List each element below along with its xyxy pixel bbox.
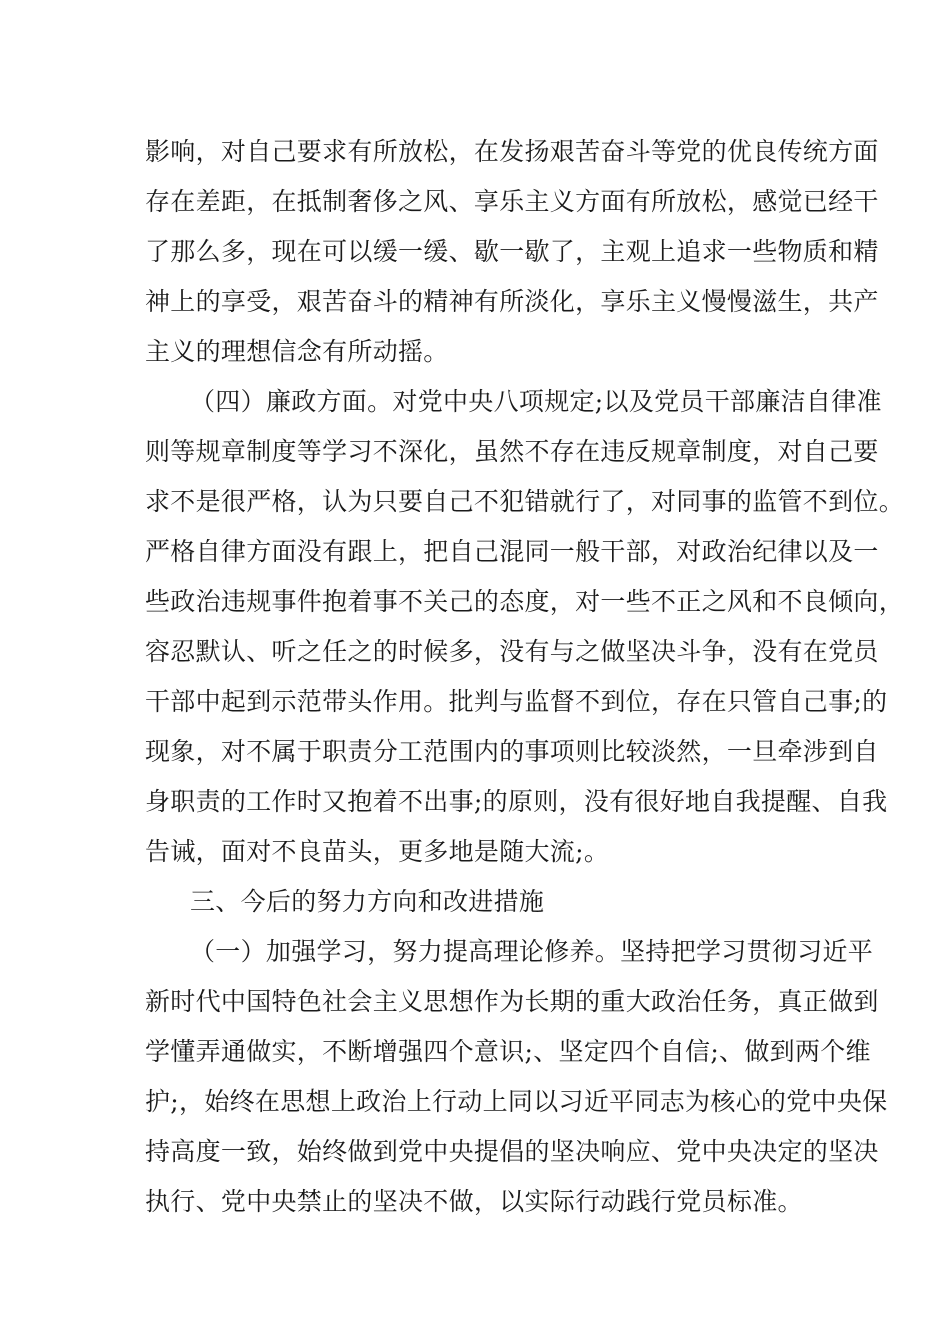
body-text-line: 执行、党中央禁止的坚决不做，以实际行动践行党员标准。 [145, 1187, 803, 1216]
body-text-line: 存在差距，在抵制奢侈之风、享乐主义方面有所放松，感觉已经干 [145, 187, 879, 216]
body-text-line: 干部中起到示范带头作用。批判与监督不到位，存在只管自己事;的 [145, 687, 888, 716]
body-text-line: 求不是很严格，认为只要自己不犯错就行了，对同事的监管不到位。 [145, 487, 905, 516]
body-text-line: 神上的享受，艰苦奋斗的精神有所淡化，享乐主义慢慢滋生，共产 [145, 287, 879, 316]
body-text-line: 身职责的工作时又抱着不出事;的原则，没有很好地自我提醒、自我 [145, 787, 888, 816]
body-text-line: 护;，始终在思想上政治上行动上同以习近平同志为核心的党中央保 [145, 1087, 888, 1116]
section-heading: 三、今后的努力方向和改进措施 [190, 887, 545, 916]
body-text-line: 了那么多，现在可以缓一缓、歇一歇了，主观上追求一些物质和精 [145, 237, 879, 266]
body-text-line: 些政治违规事件抱着事不关己的态度，对一些不正之风和不良倾向， [145, 587, 905, 616]
body-text-line: 告诫，面对不良苗头，更多地是随大流;。 [145, 837, 610, 866]
paragraph-heading-study: （一）加强学习，努力提高理论修养。坚持把学习贯彻习近平 [190, 937, 874, 966]
body-text-line: 影响，对自己要求有所放松，在发扬艰苦奋斗等党的优良传统方面 [145, 137, 879, 166]
body-text-line: 则等规章制度等学习不深化，虽然不存在违反规章制度，对自己要 [145, 437, 879, 466]
body-text-line: 严格自律方面没有跟上，把自己混同一般干部，对政治纪律以及一 [145, 537, 879, 566]
body-text-line: 持高度一致，始终做到党中央提倡的坚决响应、党中央决定的坚决 [145, 1137, 879, 1166]
body-text-line: 学懂弄通做实，不断增强四个意识;、坚定四个自信;、做到两个维 [145, 1037, 871, 1066]
paragraph-heading-integrity: （四）廉政方面。对党中央八项规定;以及党员干部廉洁自律准 [190, 387, 882, 416]
body-text-line: 现象，对不属于职责分工范围内的事项则比较淡然，一旦牵涉到自 [145, 737, 879, 766]
body-text-line: 容忍默认、听之任之的时候多，没有与之做坚决斗争，没有在党员 [145, 637, 879, 666]
body-text-line: 新时代中国特色社会主义思想作为长期的重大政治任务，真正做到 [145, 987, 879, 1016]
body-text-line: 主义的理想信念有所动摇。 [145, 337, 449, 366]
